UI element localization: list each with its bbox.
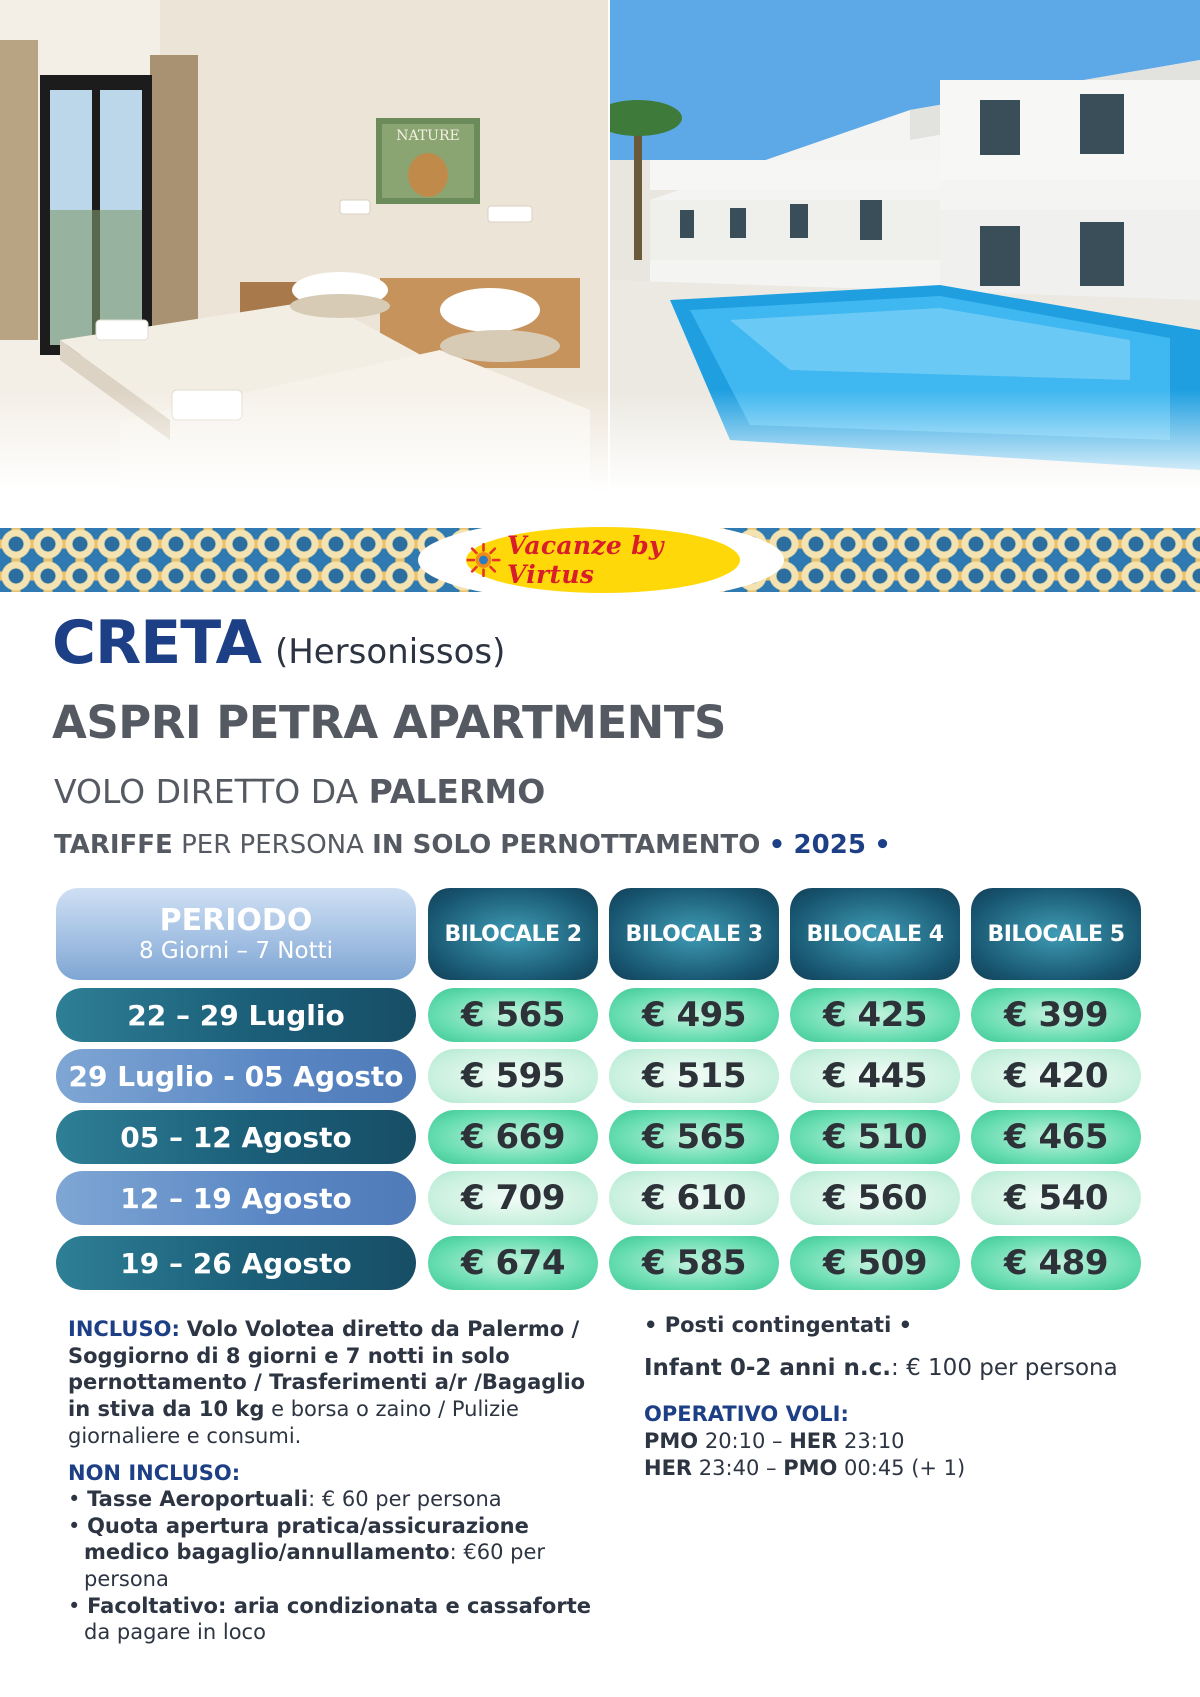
flight-time: 00:45 (+ 1) xyxy=(844,1455,966,1480)
tariff-part3: IN SOLO PERNOTTAMENTO xyxy=(372,830,761,860)
period-header xyxy=(56,888,416,980)
tariff-part2: PER PERSONA xyxy=(181,830,364,860)
period-cell: 12 – 19 Agosto xyxy=(56,1171,416,1225)
flight-schedule xyxy=(644,1428,965,1481)
period-cell: 29 Luglio - 05 Agosto xyxy=(56,1049,416,1103)
flight-prefix: VOLO DIRETTO DA xyxy=(54,772,359,811)
price-cell: € 515 xyxy=(609,1049,779,1103)
price-cell: € 509 xyxy=(790,1236,960,1290)
flight-outbound xyxy=(644,1428,965,1455)
list-item-bold: Facoltativo: aria condizionata e cassaforte xyxy=(87,1593,591,1618)
column-header: BILOCALE 3 xyxy=(609,888,779,980)
tariff-year: 2025 xyxy=(793,830,866,860)
infant-note xyxy=(644,1354,1118,1383)
price-cell: € 674 xyxy=(428,1236,598,1290)
infant-plain: : € 100 per persona xyxy=(891,1355,1118,1381)
price-cell: € 585 xyxy=(609,1236,779,1290)
flight-airport: PMO xyxy=(644,1429,699,1453)
price-cell: € 495 xyxy=(609,988,779,1042)
price-cell: € 425 xyxy=(790,988,960,1042)
infant-bold: Infant 0-2 anni n.c. xyxy=(644,1355,892,1381)
flight-time: 23:10 xyxy=(844,1429,905,1453)
limited-availability-text: • Posti contingentati • xyxy=(644,1313,913,1337)
flight-time: 20:10 xyxy=(704,1429,766,1453)
not-included-list xyxy=(68,1486,608,1646)
svg-text:NATURE: NATURE xyxy=(396,128,460,144)
price-cell: € 540 xyxy=(971,1171,1141,1225)
list-item-plain: da pagare in loco xyxy=(84,1620,266,1645)
price-cell: € 489 xyxy=(971,1236,1141,1290)
list-item-plain: : € 60 per persona xyxy=(308,1487,502,1511)
column-header: BILOCALE 4 xyxy=(790,888,960,980)
flight-airport: HER xyxy=(644,1455,693,1480)
list-item-bold: Tasse Aeroportuali xyxy=(87,1487,309,1511)
flight-info xyxy=(54,772,545,811)
flight-schedule-label xyxy=(644,1401,849,1428)
tariff-line xyxy=(54,830,891,860)
list-item: • Quota apertura pratica/assicurazione medico bagaglio/annullamento: €60 per persona xyxy=(68,1513,546,1591)
brand-logo xyxy=(466,527,740,593)
price-cell: € 595 xyxy=(428,1049,598,1103)
period-cell: 19 – 26 Agosto xyxy=(56,1236,416,1290)
column-header: BILOCALE 5 xyxy=(971,888,1141,980)
list-item: • Tasse Aeroportuali: € 60 per persona xyxy=(68,1487,502,1511)
destination-area: (Hersonissos) xyxy=(274,632,506,672)
price-cell: € 465 xyxy=(971,1110,1141,1164)
list-item: • Facoltativo: aria condizionata e cassaforte da pagare in loco xyxy=(68,1593,591,1645)
flight-city: PALERMO xyxy=(368,772,546,811)
hotel-name: ASPRI PETRA APARTMENTS xyxy=(52,696,726,749)
included-bold-text: Volo Volotea diretto da Palermo / Soggiorno di 8 giorni e 7 notti in solo pernottamento / Trasferimenti a/r /Bagaglio in stiva da 10 kg xyxy=(68,1317,586,1421)
included-label: INCLUSO: xyxy=(68,1317,180,1341)
brand-logo-text: Vacanze by Virtus xyxy=(507,531,664,589)
flight-return xyxy=(644,1455,965,1482)
price-cell: € 445 xyxy=(790,1049,960,1103)
flight-sep: – xyxy=(772,1429,783,1453)
flight-airport: PMO xyxy=(783,1455,838,1480)
limited-availability xyxy=(644,1312,912,1339)
included-plain-text: e borsa o zaino / Pulizie giornaliere e consumi. xyxy=(68,1396,519,1448)
not-included-label-text: NON INCLUSO: xyxy=(68,1461,241,1485)
tariff-part1: TARIFFE xyxy=(54,830,173,860)
price-cell: € 420 xyxy=(971,1049,1141,1103)
hero-photos xyxy=(0,0,1200,500)
list-item-bold: Quota apertura pratica/assicurazione medico bagaglio/annullamento xyxy=(84,1513,529,1565)
flight-time: 23:40 xyxy=(698,1455,760,1480)
list-item-plain: : €60 per persona xyxy=(84,1540,546,1591)
tariff-sep1: • xyxy=(768,830,786,860)
flight-airport: HER xyxy=(789,1429,838,1453)
destination-heading xyxy=(52,608,505,678)
column-header: BILOCALE 2 xyxy=(428,888,598,980)
period-cell: 22 – 29 Luglio xyxy=(56,988,416,1042)
price-cell: € 510 xyxy=(790,1110,960,1164)
period-cell: 05 – 12 Agosto xyxy=(56,1110,416,1164)
price-cell: € 610 xyxy=(609,1171,779,1225)
tariff-sep2: • xyxy=(874,830,891,860)
period-header-sub: 8 Giorni – 7 Notti xyxy=(138,937,334,964)
photo-fade xyxy=(0,390,1200,500)
price-cell: € 560 xyxy=(790,1171,960,1225)
not-included-label xyxy=(68,1460,240,1487)
included-section xyxy=(68,1316,608,1449)
flight-schedule-label-text: OPERATIVO VOLI: xyxy=(644,1402,849,1426)
price-cell: € 565 xyxy=(428,988,598,1042)
sun-icon xyxy=(466,541,501,579)
price-cell: € 709 xyxy=(428,1171,598,1225)
price-cell: € 399 xyxy=(971,988,1141,1042)
destination-name: CRETA xyxy=(52,608,261,678)
period-header-title: PERIODO xyxy=(159,902,313,938)
price-cell: € 669 xyxy=(428,1110,598,1164)
price-cell: € 565 xyxy=(609,1110,779,1164)
flight-sep: – xyxy=(766,1455,777,1480)
